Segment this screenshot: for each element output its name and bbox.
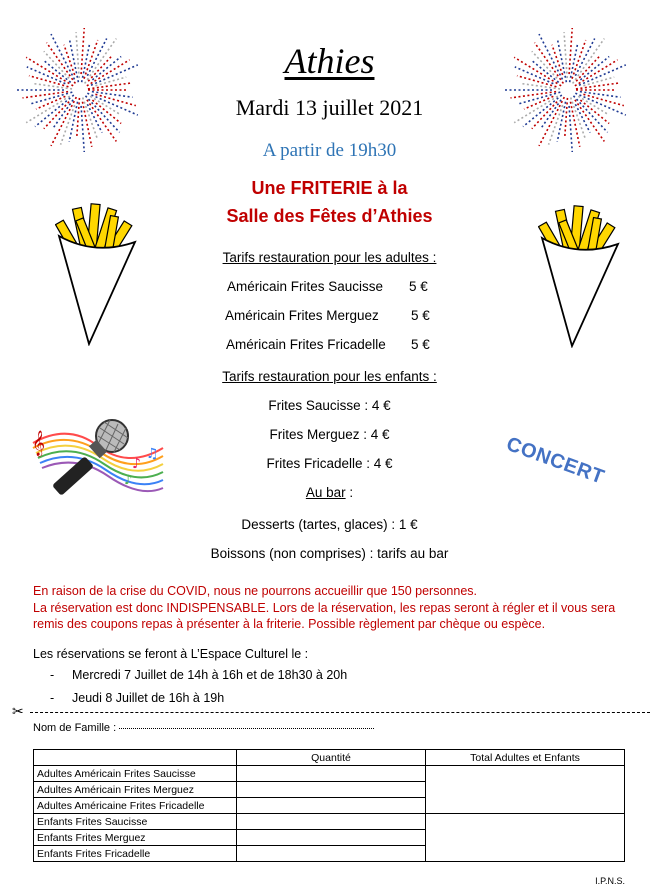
notice-line: En raison de la crise du COVID, nous ne pourrons accueillir que 150 personnes. xyxy=(33,584,478,598)
table-header-quantity: Quantité xyxy=(237,750,426,766)
quantity-cell[interactable] xyxy=(237,782,426,798)
kids-tariffs-heading: Tarifs restauration pour les enfants : xyxy=(222,369,437,384)
menu-item: Frites Fricadelle : 4 € xyxy=(266,456,393,471)
quantity-cell[interactable] xyxy=(237,766,426,782)
event-date: Mardi 13 juillet 2021 xyxy=(235,95,424,120)
bullet-symbol: - xyxy=(50,691,55,705)
quantity-cell[interactable] xyxy=(237,846,426,862)
table-header-total: Total Adultes et Enfants xyxy=(426,750,625,766)
bar-heading-suffix: : xyxy=(345,485,354,500)
reservation-date-text: Jeudi 8 Juillet de 16h à 19h xyxy=(72,691,225,705)
menu-item-price: 5 € xyxy=(411,308,430,323)
adults-tariffs-heading: Tarifs restauration pour les adultes : xyxy=(222,250,437,265)
family-name-input-line[interactable] xyxy=(119,728,374,729)
row-label: Enfants Frites Fricadelle xyxy=(34,846,237,862)
microphone-music-icon xyxy=(28,418,168,498)
row-label: Adultes Américain Frites Saucisse xyxy=(34,766,237,782)
row-label: Enfants Frites Merguez xyxy=(34,830,237,846)
notice-line: La réservation est donc INDISPENSABLE. Lors de la réservation, les repas seront à régler et il vous sera xyxy=(33,600,616,615)
quantity-cell[interactable] xyxy=(237,798,426,814)
menu-item xyxy=(226,337,436,355)
family-name-field[interactable] xyxy=(33,722,374,734)
page-title: Athies xyxy=(284,41,375,81)
reservation-date-text: Mercredi 7 Juillet de 14h à 16h et de 18h30 à 20h xyxy=(72,668,348,682)
order-table xyxy=(33,749,625,862)
menu-item: Frites Merguez : 4 € xyxy=(269,427,390,442)
table-row xyxy=(34,814,625,830)
menu-item: Desserts (tartes, glaces) : 1 € xyxy=(241,517,418,532)
svg-text:♫: ♫ xyxy=(146,446,159,462)
table-row xyxy=(34,766,625,782)
covid-notice xyxy=(33,583,633,633)
adults-total-cell[interactable] xyxy=(426,766,625,814)
quantity-cell[interactable] xyxy=(237,830,426,846)
menu-item xyxy=(225,308,435,326)
reservation-date xyxy=(50,691,224,705)
menu-item-name: Américain Frites Saucisse xyxy=(227,279,384,294)
footer-ipns: I.P.N.S. xyxy=(595,876,625,886)
notice-line: remis des coupons repas à présenter à la friterie. Possible règlement par chèque ou espèce. xyxy=(33,617,546,631)
fries-cone-icon xyxy=(538,200,623,348)
scissors-icon: ✂ xyxy=(12,703,24,719)
kids-total-cell[interactable] xyxy=(426,814,625,862)
row-label: Adultes Américaine Frites Fricadelle xyxy=(34,798,237,814)
menu-item: Boissons (non comprises) : tarifs au bar xyxy=(210,546,449,561)
svg-text:𝄞: 𝄞 xyxy=(32,431,46,456)
fries-cone-icon xyxy=(55,198,140,346)
menu-item: Frites Saucisse : 4 € xyxy=(268,398,391,413)
svg-text:♪: ♪ xyxy=(132,456,141,472)
headline-line-1: Une FRITERIE à la xyxy=(251,178,408,198)
start-time: A partir de 19h30 xyxy=(262,140,397,161)
cut-line xyxy=(30,712,650,713)
menu-item xyxy=(227,279,437,297)
row-label: Adultes Américain Frites Merguez xyxy=(34,782,237,798)
family-name-label: Nom de Famille : xyxy=(33,722,117,734)
menu-item-price: 5 € xyxy=(409,279,428,294)
table-header-row xyxy=(34,750,625,766)
menu-item-name: Américain Frites Merguez xyxy=(225,308,379,323)
menu-item-price: 5 € xyxy=(411,337,430,352)
menu-item-name: Américain Frites Fricadelle xyxy=(226,337,386,352)
row-label: Enfants Frites Saucisse xyxy=(34,814,237,830)
bullet-symbol: - xyxy=(50,668,55,682)
quantity-cell[interactable] xyxy=(237,814,426,830)
bar-heading-label: Au bar xyxy=(305,485,346,500)
headline-line-2: Salle des Fêtes d’Athies xyxy=(226,206,433,226)
table-header-empty xyxy=(34,750,237,766)
concert-label: CONCERT xyxy=(503,433,608,489)
svg-text:♪: ♪ xyxy=(124,473,133,488)
reservation-date xyxy=(50,668,347,682)
reservations-intro: Les réservations se feront à L’Espace Culturel le : xyxy=(33,647,309,661)
